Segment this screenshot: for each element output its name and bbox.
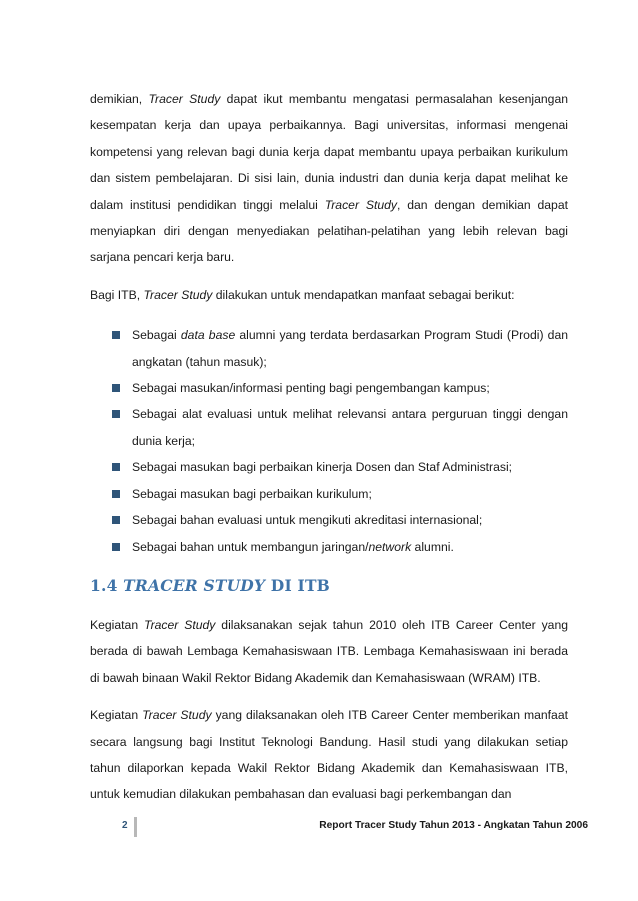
text-run: Sebagai masukan bagi perbaikan kinerja Dosen dan Staf Administrasi; — [132, 460, 513, 475]
paragraph-itb-benefits-intro — [90, 282, 568, 308]
text-run: Sebagai bahan untuk membangun jaringan/ — [132, 539, 369, 554]
footer-report-title: Report Tracer Study Tahun 2013 - Angkatan Tahun 2006 — [319, 820, 588, 831]
text-run: Sebagai masukan/informasi penting bagi pengembangan kampus; — [132, 381, 490, 396]
text-run: , dan dengan demikian dapat menyiapkan diri dengan menyediakan pelatihan-pelatihan yang lebih relevan bagi sarjana pencari kerja baru. — [90, 197, 569, 265]
text-run: dilaksanakan sejak tahun 2010 oleh ITB Career Center yang berada di bawah Lembaga Kemahasiswaan ITB. Lembaga Kemahasiswaan ini berada di bawah binaan Wakil Rektor Bidang Akademik dan Kemahasiswaan (WRAM) ITB. — [90, 617, 569, 685]
list-item-text — [132, 540, 454, 554]
list-item — [90, 401, 568, 454]
paragraph-tracer-study-benefits — [90, 702, 568, 808]
text-run: Sebagai bahan evaluasi untuk mengikuti akreditasi internasional; — [132, 513, 483, 528]
text-run: Kegiatan — [90, 708, 143, 723]
section-title-italic: TRACER STUDY — [123, 575, 266, 595]
square-bullet-icon — [112, 331, 120, 339]
text-run: dilakukan untuk mendapatkan manfaat sebagai berikut: — [212, 287, 515, 302]
text-run: Sebagai masukan bagi perbaikan kurikulum; — [132, 486, 372, 501]
footer-divider — [134, 817, 137, 837]
text-run: Sebagai alat evaluasi untuk melihat relevansi antara perguruan tinggi dengan dunia kerja; — [132, 407, 568, 448]
text-run: demikian, — [90, 92, 149, 106]
italic-term: Tracer Study — [142, 708, 212, 723]
page-footer — [90, 815, 590, 841]
text-run: alumni. — [411, 539, 454, 554]
italic-term: Tracer Study — [324, 197, 398, 212]
list-item — [90, 454, 568, 480]
paragraph-intro-continued — [90, 86, 568, 271]
page-number: 2 — [122, 820, 128, 831]
list-item — [90, 481, 568, 507]
paragraph-itb-career-center — [90, 612, 568, 691]
square-bullet-icon — [112, 384, 120, 392]
list-item — [90, 322, 568, 375]
page-content — [90, 86, 568, 808]
list-item-text — [132, 381, 490, 395]
list-item — [90, 534, 568, 560]
italic-term: Tracer Study — [143, 287, 213, 302]
text-run: Bagi ITB, — [90, 287, 144, 302]
text-run: alumni yang terdata berdasarkan Program Studi (Prodi) dan angkatan (tahun masuk); — [132, 328, 568, 369]
square-bullet-icon — [112, 463, 120, 471]
benefits-list — [90, 322, 568, 560]
square-bullet-icon — [112, 516, 120, 524]
list-item — [90, 375, 568, 401]
text-run: Kegiatan — [90, 617, 145, 632]
square-bullet-icon — [112, 543, 120, 551]
section-heading — [90, 571, 568, 601]
list-item-text — [132, 460, 512, 474]
list-item-text — [132, 328, 568, 368]
square-bullet-icon — [112, 490, 120, 498]
list-item — [90, 507, 568, 533]
list-item-text — [132, 487, 372, 501]
section-number: 1.4 — [90, 575, 124, 595]
square-bullet-icon — [112, 410, 120, 418]
list-item-text — [132, 513, 482, 527]
italic-term: data base — [180, 328, 236, 343]
italic-term: Tracer Study — [148, 92, 221, 106]
text-run: yang dilaksanakan oleh ITB Career Center memberikan manfaat secara langsung bagi Institut Teknologi Bandung. Hasil studi yang dilakukan setiap tahun dilaporkan kepada Wakil Rektor Bidang Akademik dan Kemahasiswaan ITB, untuk kemudian dilakukan pembahasan dan evaluasi bagi perkembangan dan — [90, 708, 569, 802]
italic-term: Tracer Study — [144, 617, 216, 632]
section-title-rest: DI ITB — [265, 575, 330, 595]
text-run: dapat ikut membantu mengatasi permasalahan kesenjangan kesempatan kerja dan upaya perbaikannya. Bagi universitas, informasi mengenai kompetensi yang relevan bagi dunia kerja dapat membantu upaya perbaikan kurikulum dan sistem pembelajaran. Di sisi lain, dunia industri dan dunia kerja dapat melihat ke dalam institusi pendidikan tinggi melalui — [90, 92, 569, 212]
list-item-text — [132, 407, 568, 447]
text-run: Sebagai — [132, 328, 181, 343]
italic-term: network — [368, 539, 412, 554]
